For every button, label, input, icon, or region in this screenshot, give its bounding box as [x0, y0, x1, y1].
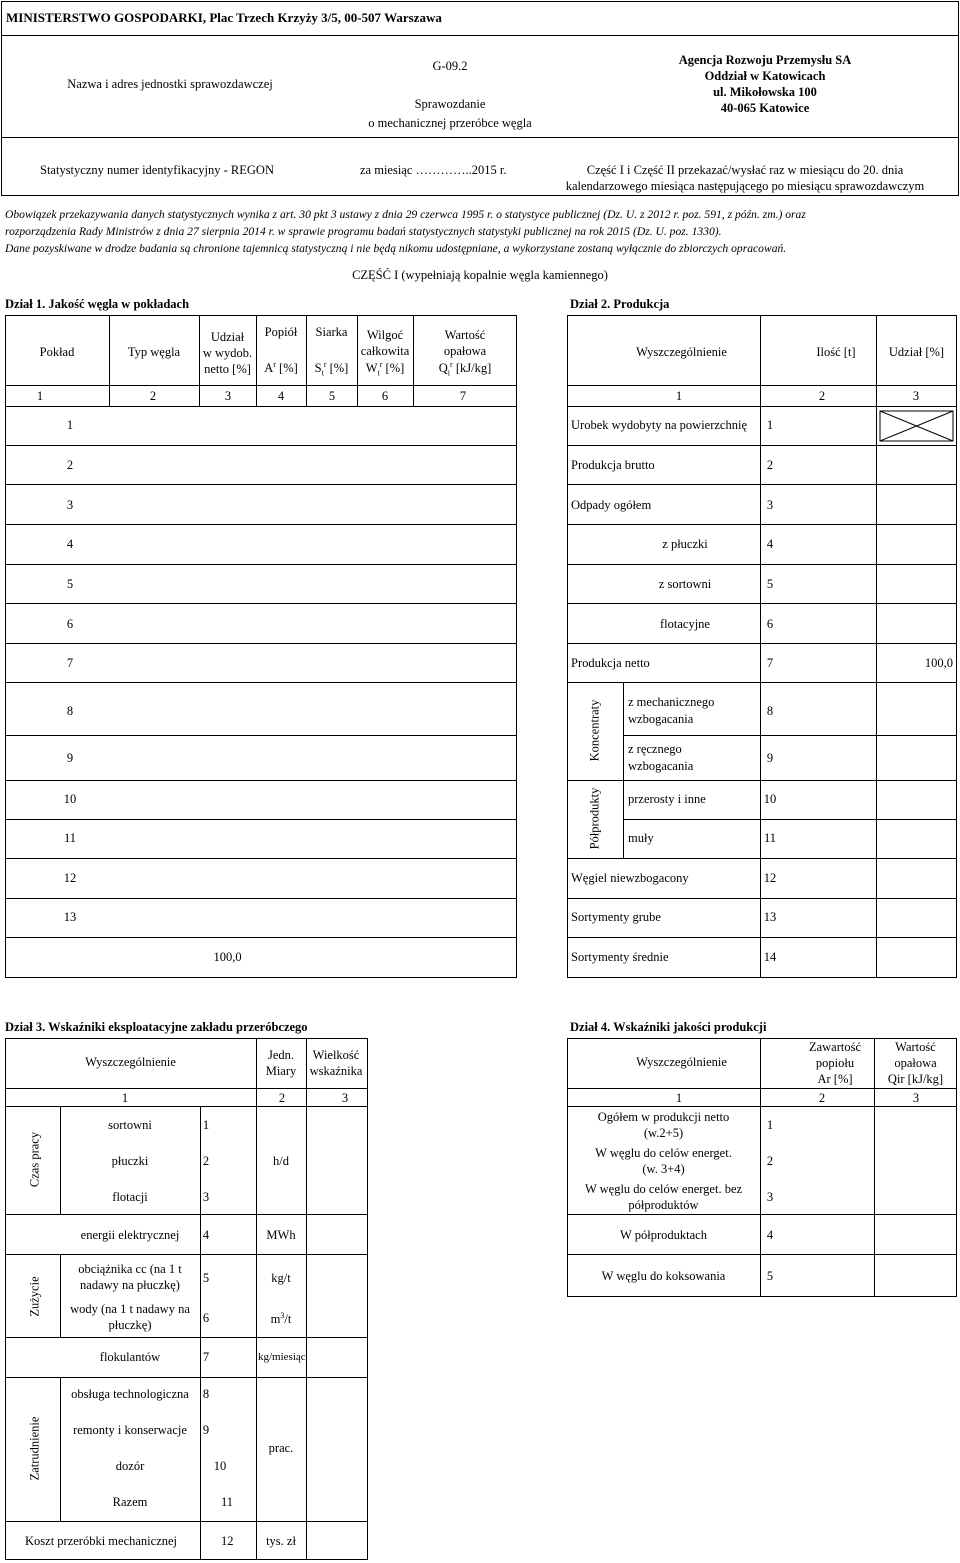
- d1-rowline: [5, 643, 517, 644]
- dzial3-title: Dział 3. Wskaźniki eksploatacyjne zakładu przeróbczego: [5, 1020, 308, 1034]
- regon-label: Statystyczny numer identyfikacyjny - REGON: [40, 163, 274, 177]
- d1-h-popiol: Popiół: [264, 325, 298, 339]
- d3-row-num: 5: [202, 1271, 210, 1285]
- form-title-1: Sprawozdanie: [414, 97, 486, 111]
- d2-colnum: 1: [675, 389, 683, 403]
- d3-row-label-6b: płuczkę): [108, 1318, 152, 1332]
- dzial2-title: Dział 2. Produkcja: [570, 297, 670, 311]
- d1-popiol-sym: A: [264, 361, 274, 376]
- d2-rowline: [567, 858, 957, 859]
- d2-rowline: [567, 564, 957, 565]
- d2-colnum: 2: [818, 389, 826, 403]
- header-divider-2: [1, 137, 959, 138]
- pol-1: przerosty i inne: [628, 792, 706, 806]
- d2-rowline: [567, 603, 957, 604]
- d1-wilgoc-sub: t: [377, 368, 380, 378]
- d1-h-typ: Typ węgla: [127, 345, 181, 359]
- d2-row-number: 6: [766, 617, 774, 631]
- d1-row-number: 7: [66, 656, 74, 670]
- d3-h-wielk-1: Wielkość: [312, 1048, 360, 1062]
- agency-line-3: ul. Mikołowska 100: [713, 85, 817, 99]
- d2-colnum: 3: [912, 389, 920, 403]
- d3-h-wielk-2: wskaźnika: [309, 1064, 363, 1078]
- d1-rowline: [5, 819, 517, 820]
- d1-h-wartosc-2: opałowa: [443, 344, 487, 358]
- d2-tail-label: Sortymenty grube: [571, 910, 661, 924]
- d4-h-war-2: opałowa: [894, 1056, 937, 1070]
- konc-2n: 9: [766, 751, 774, 765]
- d3-row-label: remonty i konserwacje: [73, 1423, 187, 1437]
- month-label: za miesiąc …………..2015 r.: [360, 163, 507, 177]
- d3-v-unit: [256, 1038, 257, 1560]
- d1-h-wartosc-unit: [413, 360, 517, 378]
- d1-row-number: 3: [66, 498, 74, 512]
- d4-row-num: 5: [766, 1269, 774, 1283]
- d3-row-label-5a: obciążnika cc (na 1 t: [78, 1262, 182, 1276]
- d2-tail-number: 14: [763, 950, 777, 964]
- pol-2n: 11: [763, 831, 777, 845]
- d2-rowline: [567, 445, 957, 446]
- d2-rowline: [623, 819, 957, 820]
- form-title-2: o mechanicznej przeróbce węgla: [368, 116, 532, 130]
- d3-unit-hd: h/d: [273, 1154, 289, 1168]
- d1-h-udzial-2: w wydob.: [202, 346, 253, 360]
- d3-row-num: 1: [202, 1118, 210, 1132]
- d4-colnum: 1: [675, 1091, 683, 1105]
- unit-label: Nazwa i adres jednostki sprawozdawczej: [67, 77, 273, 91]
- d4-row-label: W węglu do koksowania: [601, 1269, 726, 1283]
- d4-row-num: 1: [766, 1118, 774, 1132]
- d2-row-number: 3: [766, 498, 774, 512]
- d2-h-udzial: Udział [%]: [888, 345, 945, 359]
- d3-unit-tys: tys. zł: [266, 1534, 296, 1548]
- d4-h-zaw-3: Ar [%]: [817, 1072, 853, 1086]
- d3-rowline: [5, 1337, 368, 1338]
- d3-row-label: sortowni: [108, 1118, 152, 1132]
- d2-row-label: Odpady ogółem: [571, 498, 652, 512]
- konc-2a: z ręcznego: [628, 742, 682, 756]
- dzial4-title: Dział 4. Wskaźniki jakości produkcji: [570, 1020, 767, 1034]
- d3-row-label: Koszt przeróbki mechanicznej: [25, 1534, 178, 1548]
- d3-v-num: [200, 1106, 201, 1560]
- d1-row-number: 1: [66, 418, 74, 432]
- d3-m3-tail: /t: [284, 1312, 292, 1327]
- d1-row-number: 8: [66, 704, 74, 718]
- d2-row-number: 4: [766, 537, 774, 551]
- d1-colnum: 4: [277, 389, 285, 403]
- d3-unit-mwh: MWh: [266, 1228, 296, 1242]
- d1-siarka-sub: t: [321, 368, 324, 378]
- d1-colnum: 5: [328, 389, 336, 403]
- d3-row-label: Razem: [112, 1495, 148, 1509]
- d3-unit-kgm: kg/miesiąc: [258, 1351, 306, 1363]
- d2-rowline: [567, 643, 957, 644]
- konc-2b: wzbogacania: [628, 759, 694, 773]
- d2-row-label: z płuczki: [662, 537, 708, 551]
- d3-rowline: [5, 1214, 368, 1215]
- d4-row-label: półproduktów: [628, 1198, 699, 1212]
- d3-row-num: 4: [202, 1228, 210, 1242]
- d3-row-num: 11: [221, 1495, 234, 1509]
- d2-rowline: [567, 682, 957, 683]
- d4-row-label: (w. 3+4): [642, 1162, 685, 1176]
- d4-colnum: 2: [818, 1091, 826, 1105]
- d1-rowline: [5, 858, 517, 859]
- d1-header-sep: [5, 385, 517, 386]
- d1-h-poklad: Pokład: [39, 345, 75, 359]
- ministry-title: MINISTERSTWO GOSPODARKI, Plac Trzech Krzyży 3/5, 00-507 Warszawa: [6, 10, 442, 25]
- d1-rowline: [5, 735, 517, 736]
- zuzycie-label: Zużycie: [27, 1276, 42, 1317]
- d2-tail-label: Sortymenty średnie: [571, 950, 669, 964]
- d2-row-label: Urobek wydobyty na powierzchnię: [571, 418, 747, 432]
- d2-tail-number: 13: [763, 910, 777, 924]
- d1-colnum: 2: [149, 389, 157, 403]
- d4-row-label: W półproduktach: [620, 1228, 707, 1242]
- d1-h-wilgoc-1: Wilgoć: [366, 328, 404, 342]
- d1-row-number: 4: [66, 537, 74, 551]
- d2-rowline: [567, 780, 957, 781]
- d4-h-zaw-2: popiołu: [815, 1056, 855, 1070]
- d2-row-label: Produkcja netto: [571, 656, 650, 670]
- d4-num-sep: [567, 1106, 957, 1107]
- d3-h-jedn-2: Miary: [265, 1064, 297, 1078]
- d1-row-number: 13: [63, 910, 77, 924]
- d3-row-num: 8: [202, 1387, 210, 1401]
- legal-line-3: Dane pozyskiwane w drodze badania są chronione tajemnicą statystyczną i nie będą nikomu udostępniane, a wykorzystane zostaną wyłącznie do zbiorczych opracowań.: [5, 242, 787, 255]
- d4-row-num: 4: [766, 1228, 774, 1242]
- d1-row-number: 11: [63, 831, 77, 845]
- d4-rowline: [567, 1254, 957, 1255]
- d4-row-label: Ogółem w produkcji netto: [597, 1110, 730, 1124]
- dzial1-title: Dział 1. Jakość węgla w pokładach: [5, 297, 190, 311]
- d1-h-udzial-1: Udział: [210, 330, 245, 344]
- d1-rowline: [5, 524, 517, 525]
- d1-h-wilgoc-unit: [357, 360, 413, 378]
- d2-row-number: 1: [766, 418, 774, 432]
- d2-row-label: Produkcja brutto: [571, 458, 655, 472]
- d3-unit-m3: [256, 1311, 306, 1327]
- d3-m3-base: m: [270, 1312, 281, 1327]
- form-code: G-09.2: [432, 59, 468, 73]
- d3-row-num: 12: [221, 1534, 234, 1548]
- d1-rowline: [5, 603, 517, 604]
- koncentraty-label: Koncentraty: [587, 699, 602, 762]
- d1-siarka-sup: r: [323, 360, 327, 369]
- d3-row-num: 7: [202, 1350, 210, 1364]
- d2-rowline: [567, 898, 957, 899]
- d1-h-wartosc-1: Wartość: [444, 328, 486, 342]
- d4-h-zaw-1: Zawartość: [808, 1040, 862, 1054]
- d3-colnum: 2: [278, 1091, 286, 1105]
- d2-tail-number: 12: [763, 871, 777, 885]
- d2-row-number: 5: [766, 577, 774, 591]
- d3-row-label: flotacji: [112, 1190, 148, 1204]
- d2-row-label: z sortowni: [658, 577, 712, 591]
- d3-row-num: 10: [213, 1459, 227, 1473]
- d3-row-label-5b: nadawy na płuczkę): [80, 1278, 180, 1292]
- d1-row-number: 10: [63, 792, 77, 806]
- d2-rowline: [567, 937, 957, 938]
- d1-rowline: [5, 898, 517, 899]
- d3-colnum: 3: [341, 1091, 349, 1105]
- d1-row-number: 9: [66, 751, 74, 765]
- d1-row-number: 2: [66, 458, 74, 472]
- d1-total: 100,0: [213, 950, 242, 964]
- d4-row-label: W węglu do celów energet.: [595, 1146, 732, 1160]
- d2-rowline: [623, 735, 957, 736]
- d2-rowline: [567, 484, 957, 485]
- d1-h-siarka-unit: [306, 360, 357, 378]
- agency-line-1: Agencja Rozwoju Przemysłu SA: [678, 53, 852, 67]
- d3-row-label: flokulantów: [99, 1350, 161, 1364]
- d1-rowline: [5, 564, 517, 565]
- d3-rowline: [5, 1521, 368, 1522]
- legal-line-1: Obowiązek przekazywania danych statystycznych wynika z art. 30 pkt 3 ustawy z dnia 29 czerwca 1995 r. o statystyce publicznej (Dz. U. z 2012 r. poz. 591, z późn. zm.) oraz: [5, 208, 806, 221]
- d3-h-wyszcz: Wyszczególnienie: [85, 1055, 176, 1069]
- d3-row-label: energii elektrycznej: [80, 1228, 180, 1242]
- d3-row-label-6a: wody (na 1 t nadawy na: [70, 1302, 190, 1316]
- crossed-cell: [876, 407, 957, 445]
- d1-h-wilgoc-2: całkowita: [360, 344, 410, 358]
- d2-rowline: [567, 524, 957, 525]
- d3-row-num: 9: [202, 1423, 210, 1437]
- d3-row-label: obsługa technologiczna: [71, 1387, 189, 1401]
- d4-row-num: 2: [766, 1154, 774, 1168]
- d1-wartosc-sym: Q: [438, 361, 448, 376]
- header-divider: [1, 35, 959, 36]
- d1-rowline: [5, 780, 517, 781]
- d3-row-num: 2: [202, 1154, 210, 1168]
- pol-1n: 10: [763, 792, 777, 806]
- agency-line-4: 40-065 Katowice: [720, 101, 810, 115]
- d3-h-jedn-1: Jedn.: [267, 1048, 295, 1062]
- d1-colnum: 3: [224, 389, 232, 403]
- d2-netto-value: 100,0: [924, 656, 953, 670]
- d4-row-num: 3: [766, 1190, 774, 1204]
- d4-row-label: (w.2+5): [643, 1126, 684, 1140]
- d2-tail-label: Węgiel niewzbogacony: [571, 871, 689, 885]
- d1-colnum: 6: [381, 389, 389, 403]
- d3-header-sep: [5, 1088, 368, 1089]
- d1-rowline: [5, 484, 517, 485]
- d1-h-siarka: Siarka: [315, 325, 348, 339]
- konc-1n: 8: [766, 704, 774, 718]
- d3-row-label: dozór: [115, 1459, 145, 1473]
- d2-row-label: flotacyjne: [660, 617, 710, 631]
- d4-rowline: [567, 1214, 957, 1215]
- zatrudnienie-label: Zatrudnienie: [27, 1416, 42, 1481]
- d3-row-num: 3: [202, 1190, 210, 1204]
- d2-h-ilosc: Ilość [t]: [816, 345, 856, 359]
- d2-group-sep: [623, 682, 624, 858]
- d1-wilgoc-sup: r: [379, 360, 383, 369]
- d1-v1: [109, 315, 110, 406]
- d1-siarka-pct: [%]: [329, 361, 349, 376]
- d1-row-number: 5: [66, 577, 74, 591]
- d1-siarka-sym: S: [314, 361, 322, 376]
- d1-colnum: 1: [36, 389, 44, 403]
- d1-wilgoc-pct: [%]: [385, 361, 405, 376]
- d1-wartosc-sub: i: [447, 368, 451, 378]
- d3-v-val: [306, 1038, 307, 1560]
- pol-2: muły: [628, 831, 654, 845]
- d3-unit-kgt: kg/t: [271, 1271, 291, 1285]
- d1-row-number: 6: [66, 617, 74, 631]
- d3-unit-prac: prac.: [268, 1441, 294, 1455]
- d1-wartosc-sup: r: [450, 360, 453, 369]
- d2-row-number: 7: [766, 656, 774, 670]
- d3-m3-sup: 3: [280, 1311, 285, 1320]
- d1-popiol-pct: [%]: [279, 361, 298, 376]
- d1-rowline: [5, 937, 517, 938]
- czas-pracy-label: Czas pracy: [27, 1131, 42, 1188]
- konc-1a: z mechanicznego: [628, 695, 715, 709]
- d1-wartosc-kj: [kJ/kg]: [455, 361, 492, 376]
- d4-h-wyszcz: Wyszczególnienie: [636, 1055, 727, 1069]
- d4-h-war-1: Wartość: [895, 1040, 936, 1054]
- d1-wilgoc-sym: W: [365, 361, 378, 376]
- polprodukty-label: Półprodukty: [587, 787, 602, 850]
- d1-rowline: [5, 445, 517, 446]
- d4-row-label: W węglu do celów energet. bez: [584, 1182, 743, 1196]
- d4-header-sep: [567, 1088, 957, 1089]
- d1-row-number: 12: [63, 871, 77, 885]
- part1-title: CZĘŚĆ I (wypełniają kopalnie węgla kamiennego): [352, 268, 608, 282]
- d3-row-num: 6: [202, 1311, 210, 1325]
- d1-h-popiol-unit: [256, 360, 306, 376]
- deadline-2: kalendarzowego miesiąca następującego po miesiącu sprawozdawczym: [565, 179, 925, 193]
- d1-h-udzial-3: netto [%]: [204, 362, 251, 376]
- agency-line-2: Oddział w Katowicach: [704, 69, 826, 83]
- konc-1b: wzbogacania: [628, 712, 694, 726]
- d3-rowline: [5, 1254, 368, 1255]
- d3-row-label: płuczki: [111, 1154, 149, 1168]
- d1-colnum: 7: [459, 389, 467, 403]
- d3-rowline: [5, 1377, 368, 1378]
- d3-colnum: 1: [121, 1091, 129, 1105]
- d1-num-sep: [5, 406, 517, 407]
- deadline-1: Część I i Część II przekazać/wysłać raz w miesiącu do 20. dnia: [586, 163, 904, 177]
- d2-h-wyszcz: Wyszczególnienie: [636, 345, 727, 359]
- legal-line-2: rozporządzenia Rady Ministrów z dnia 27 sierpnia 2014 r. w sprawie programu badań statystycznych statystyki publicznej na rok 2015 (Dz. U. poz. 1330).: [5, 225, 722, 238]
- d4-colnum: 3: [912, 1091, 920, 1105]
- d2-header-sep: [567, 385, 957, 386]
- d1-rowline: [5, 682, 517, 683]
- d1-popiol-sup: r: [273, 360, 276, 369]
- d2-row-number: 2: [766, 458, 774, 472]
- d4-h-war-3: Qir [kJ/kg]: [887, 1072, 944, 1086]
